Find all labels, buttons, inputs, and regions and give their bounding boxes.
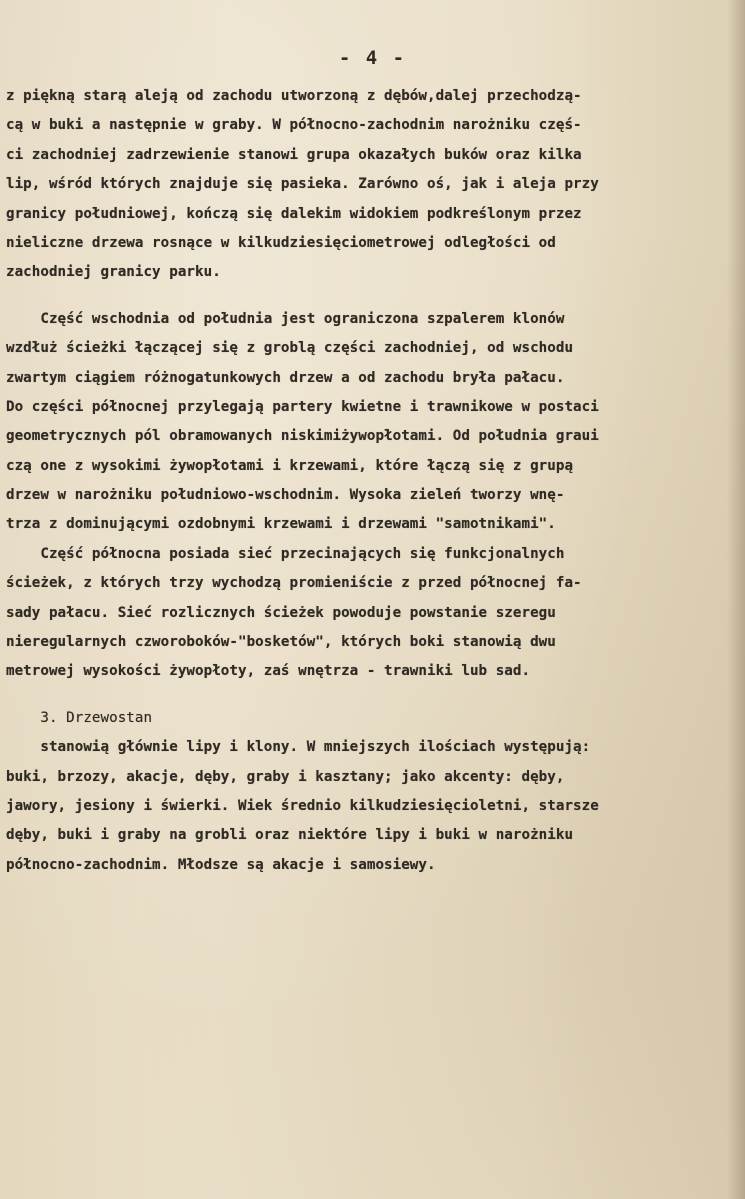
section-heading: 3. Drzewostan [6, 709, 153, 726]
text-line: buki, brzozy, akacje, dęby, graby i kasztany; jako akcenty: dęby, [6, 768, 565, 785]
paragraph-3 [6, 540, 745, 687]
text-line: cą w buki a następnie w graby. W północno-zachodnim narożniku częś- [6, 117, 582, 134]
text-line: stanowią głównie lipy i klony. W mniejszych ilościach występują: [6, 739, 591, 756]
text-line: jawory, jesiony i świerki. Wiek średnio kilkudziesięcioletni, starsze [6, 797, 599, 814]
text-line: dęby, buki i graby na grobli oraz niektóre lipy i buki w narożniku [6, 827, 574, 844]
text-line: granicy południowej, kończą się dalekim widokiem podkreślonym przez [6, 205, 582, 222]
section-3 [6, 704, 745, 880]
text-line: ci zachodniej zadrzewienie stanowi grupa okazałych buków oraz kilka [6, 146, 582, 163]
paragraph-1 [6, 82, 745, 288]
paragraph-gap [6, 288, 745, 305]
text-line: geometrycznych pól obramowanych niskimiżywopłotami. Od południa graui [6, 428, 599, 445]
document-body [6, 82, 745, 880]
text-line: północno-zachodnim. Młodsze są akacje i samosiewy. [6, 856, 436, 873]
page-number: - 4 - [338, 47, 407, 69]
text-line: lip, wśród których znajduje się pasieka. Zarówno oś, jak i aleja przy [6, 176, 599, 193]
text-line: wzdłuż ścieżki łączącej się z groblą części zachodniej, od wschodu [6, 340, 574, 357]
paragraph-gap [6, 687, 745, 704]
text-line: zwartym ciągiem różnogatunkowych drzew a od zachodu bryła pałacu. [6, 369, 565, 386]
text-line: Część wschodnia od południa jest ograniczona szpalerem klonów [6, 310, 565, 327]
text-line: zachodniej granicy parku. [6, 264, 221, 281]
text-line: sady pałacu. Sieć rozlicznych ścieżek powoduje powstanie szeregu [6, 604, 556, 621]
text-line: metrowej wysokości żywopłoty, zaś wnętrza - trawniki lub sad. [6, 663, 531, 680]
text-line: nieregularnych czworoboków-"bosketów", których boki stanowią dwu [6, 634, 556, 651]
text-line: trza z dominującymi ozdobnymi krzewami i drzewami "samotnikami". [6, 516, 556, 533]
text-line: Do części północnej przylegają partery kwietne i trawnikowe w postaci [6, 398, 599, 415]
text-line: Część północna posiada sieć przecinających się funkcjonalnych [6, 545, 565, 562]
text-line: czą one z wysokimi żywopłotami i krzewami, które łączą się z grupą [6, 457, 574, 474]
text-line: ścieżek, z których trzy wychodzą promieniście z przed północnej fa- [6, 575, 582, 592]
text-line: nieliczne drzewa rosnące w kilkudziesięciometrowej odległości od [6, 234, 556, 251]
paragraph-2 [6, 305, 745, 540]
text-line: z piękną starą aleją od zachodu utworzoną z dębów,dalej przechodzą- [6, 88, 582, 104]
text-line: drzew w narożniku południowo-wschodnim. Wysoka zieleń tworzy wnę- [6, 487, 565, 504]
